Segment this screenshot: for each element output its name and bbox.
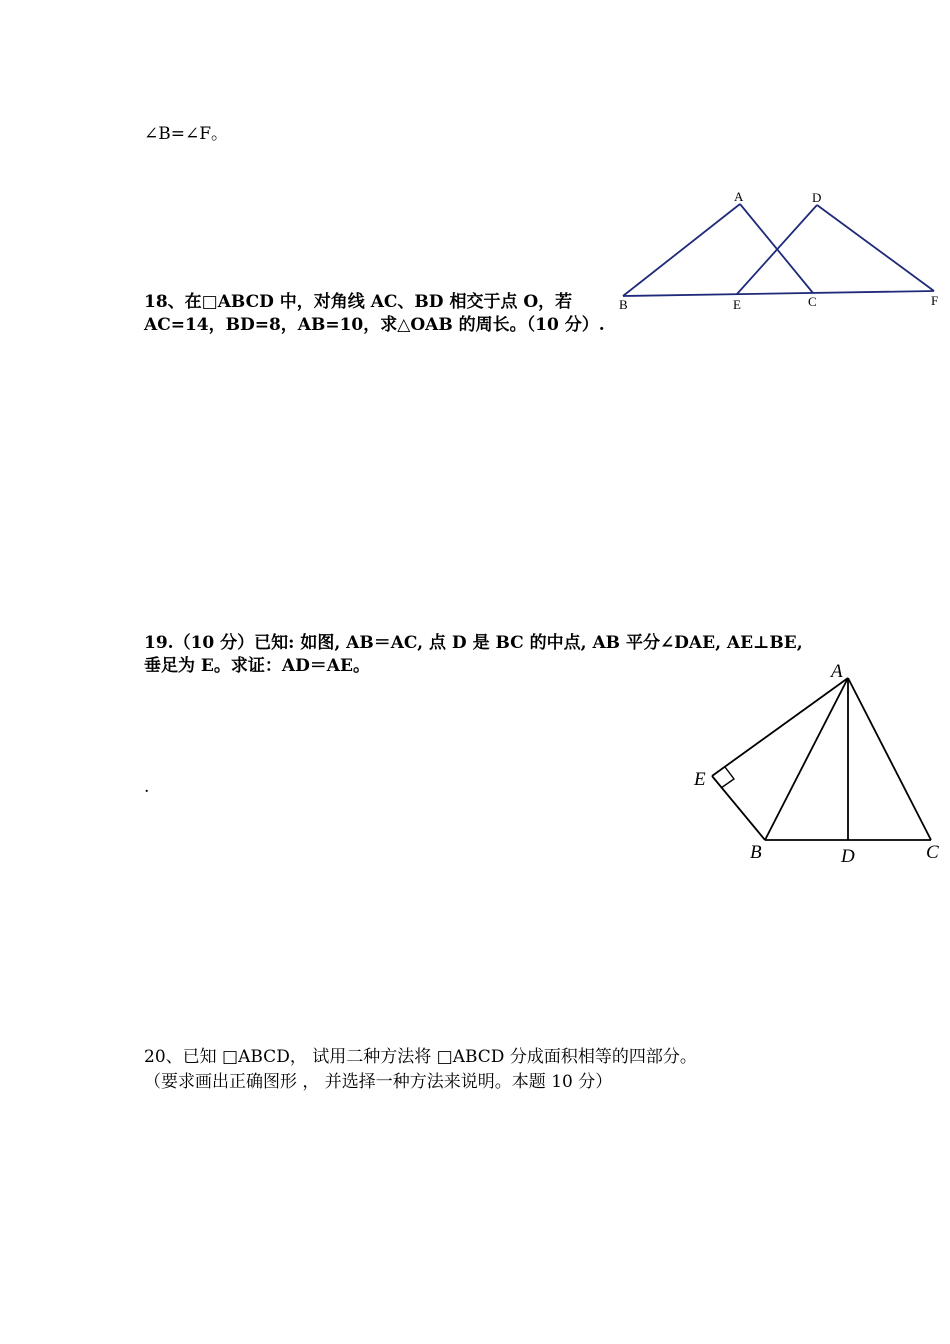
label-a: A bbox=[831, 661, 843, 682]
label-e: E bbox=[733, 297, 741, 312]
question-19-line-2: 垂足为 E。求证：AD＝AE。 bbox=[144, 656, 370, 676]
question-20-line-1: 20、已知 □ABCD， 试用二种方法将 □ABCD 分成面积相等的四部分。 bbox=[144, 1047, 697, 1067]
question-18-line-2: AC=14，BD=8，AB=10，求△OAB 的周长。（10 分）. bbox=[144, 315, 605, 335]
segment-ae bbox=[712, 678, 848, 776]
label-f: F bbox=[931, 293, 939, 308]
segment-ac bbox=[848, 678, 931, 840]
label-d: D bbox=[841, 846, 855, 867]
label-c: C bbox=[808, 294, 817, 309]
label-b: B bbox=[750, 842, 762, 863]
stray-dot: . bbox=[144, 777, 150, 797]
right-angle-mark bbox=[721, 767, 734, 788]
segment-eb bbox=[712, 776, 765, 840]
question-18-line-1: 18、在□ABCD 中，对角线 AC、BD 相交于点 O，若 bbox=[144, 292, 573, 312]
label-c: C bbox=[926, 842, 939, 863]
label-e: E bbox=[694, 769, 706, 790]
label-d: D bbox=[812, 190, 822, 205]
question-19-line-1: 19.（10 分）已知: 如图, AB＝AC, 点 D 是 BC 的中点, AB 平分∠DAE, AE⊥BE, bbox=[144, 633, 803, 653]
previous-answer-tail: ∠B=∠F。 bbox=[144, 124, 229, 144]
segment-ab bbox=[765, 678, 848, 840]
label-a: A bbox=[734, 189, 744, 204]
question-20-line-2: （要求画出正确图形 ， 并选择一种方法来说明。本题 10 分） bbox=[144, 1072, 613, 1092]
label-b: B bbox=[619, 297, 628, 312]
